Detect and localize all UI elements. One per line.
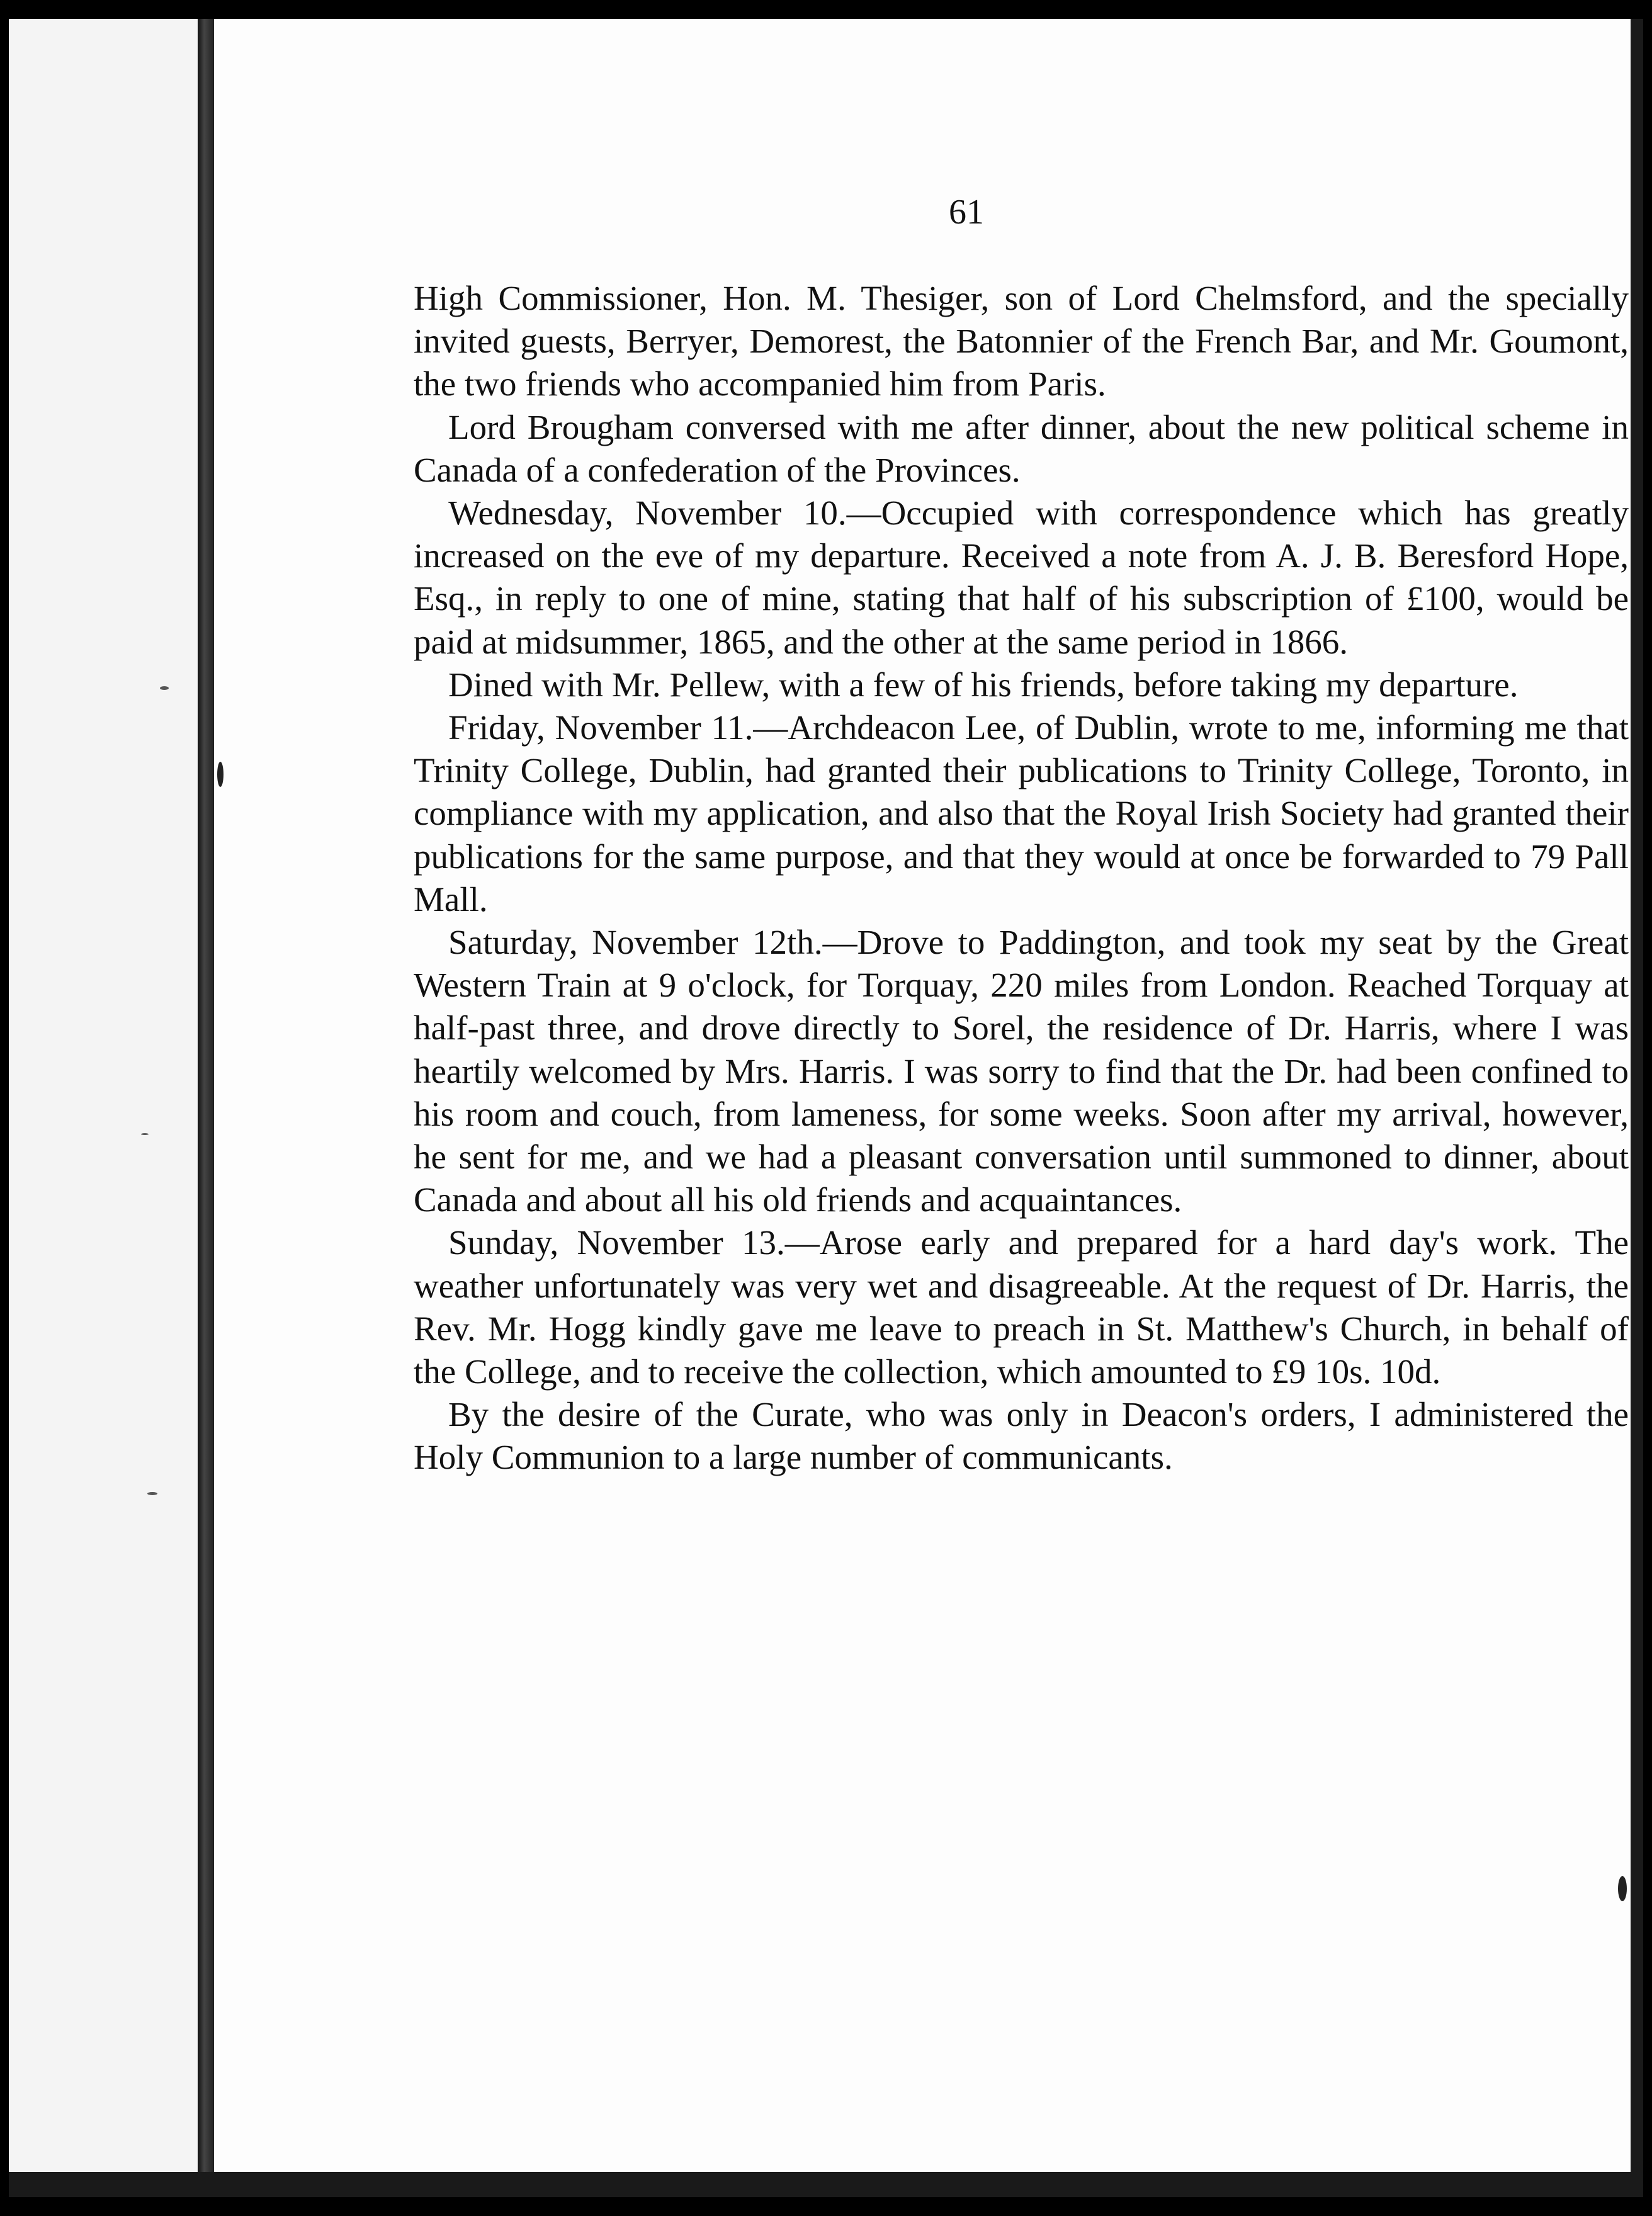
binding-gutter [198, 19, 214, 2185]
edge-mark [1618, 1876, 1627, 1901]
paragraph: Friday, November 11.—Archdeacon Lee, of Dublin, wrote to me, informing me that Trinity College, Dublin, had granted their publications to Trinity College, Toronto, in compliance with my application, and also that the Royal Irish Society had granted their publications for the same purpose, and that they would at once be forwarded to 79 Pall Mall. [414, 708, 1629, 919]
page-edge-bottom [9, 2172, 1643, 2197]
paragraph: Sunday, November 13.—Arose early and prepared for a hard day's work. The weather unfortunately was very wet and disagreeable. At the request of Dr. Harris, the Rev. Mr. Hogg kindly gave me leave to preach in St. Matthew's Church, in behalf of the College, and to receive the collection, which amounted to £9 10s. 10d. [414, 1223, 1629, 1391]
margin-mark [160, 686, 169, 690]
paragraph: Lord Brougham conversed with me after dinner, about the new political scheme in Canada of a confederation of the Provinces. [414, 407, 1629, 489]
margin-mark [141, 1133, 149, 1135]
paragraph: By the desire of the Curate, who was only in Deacon's orders, I administered the Holy Communion to a large number of communicants. [414, 1395, 1629, 1477]
edge-mark [217, 762, 223, 787]
paragraph: Saturday, November 12th.—Drove to Paddington, and took my seat by the Great Western Train at 9 o'clock, for Torquay, 220 miles from London. Reached Torquay at half-past three, and drove directly to Sorel, the residence of Dr. Harris, where I was heartily welcomed by Mrs. Harris. I was sorry to find that the Dr. had been confined to his room and couch, from lameness, for some weeks. Soon after my arrival, however, he sent for me, and we had a pleasant conversation until summoned to dinner, about Canada and about all his old friends and acquaintances. [414, 923, 1629, 1219]
page-number: 61 [949, 193, 984, 232]
body-text [414, 277, 1629, 1479]
paragraph: High Commissioner, Hon. M. Thesiger, son of Lord Chelmsford, and the specially invited guests, Berryer, Demorest, the Batonnier of the French Bar, and Mr. Goumont, the two friends who accompanied him from Paris. [414, 279, 1629, 404]
facing-page-margin [9, 19, 198, 2185]
margin-mark [147, 1492, 157, 1495]
paragraph: Dined with Mr. Pellew, with a few of his friends, before taking my departure. [448, 665, 1519, 704]
book-page [214, 19, 1631, 2172]
paragraph: Wednesday, November 10.—Occupied with correspondence which has greatly increased on the eve of my departure. Received a note from A. J. B. Beresford Hope, Esq., in reply to one of mine, stating that half of his subscription of £100, would be paid at midsummer, 1865, and the other at the same period in 1866. [414, 494, 1629, 661]
page-edge-right [1631, 19, 1643, 2185]
